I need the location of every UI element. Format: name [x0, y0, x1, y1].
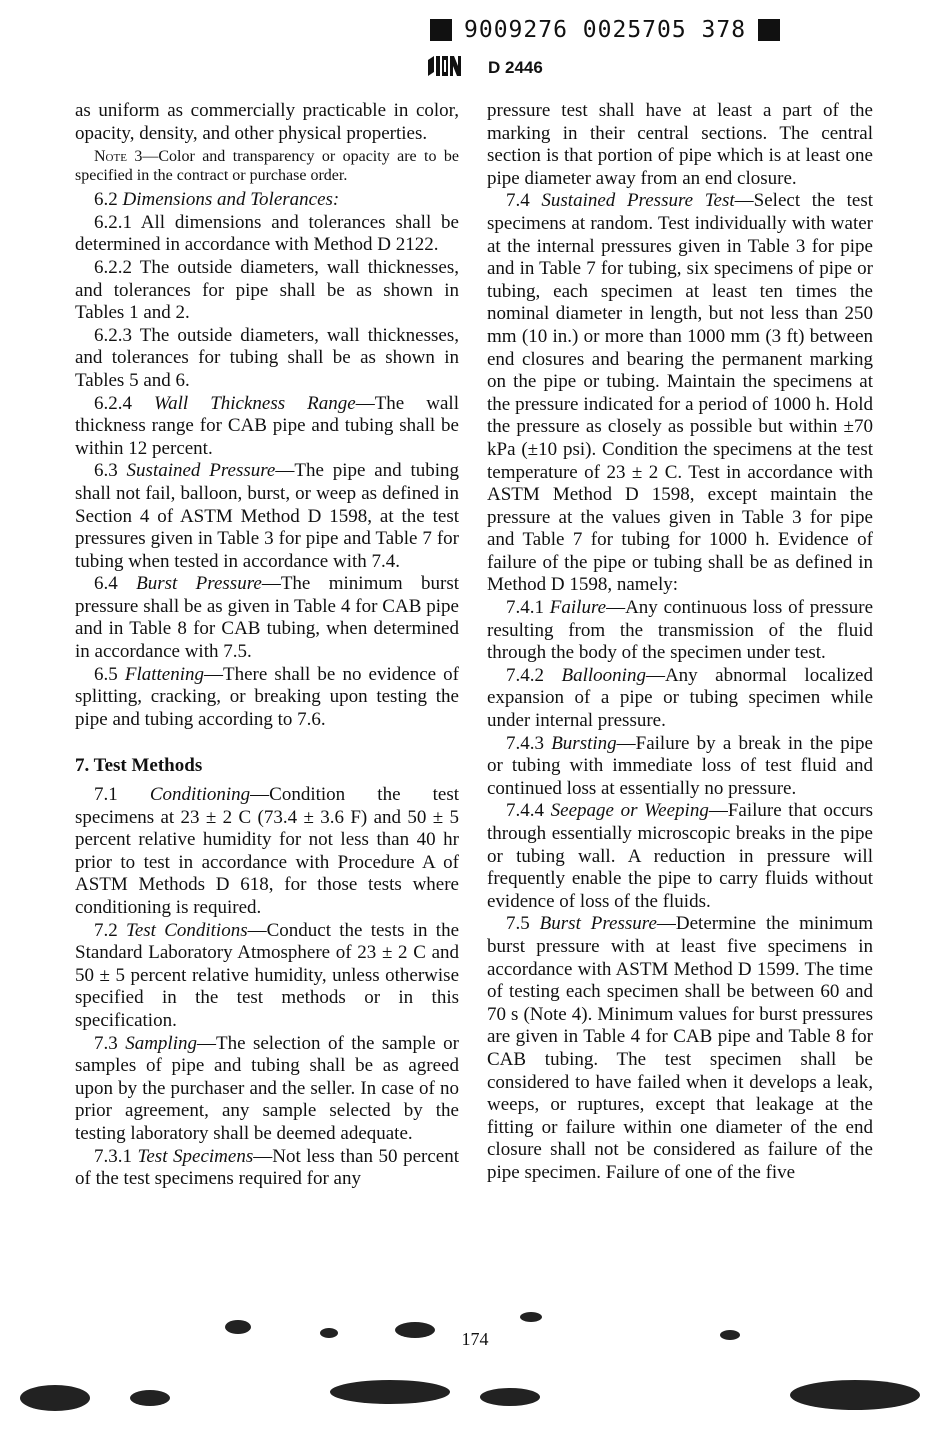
right-column [487, 100, 873, 1185]
note-3 [75, 147, 459, 185]
section-6-2-4 [75, 393, 459, 461]
section-7-5 [487, 913, 873, 1184]
section-7-4-1 [487, 597, 873, 665]
section-number: 7.4 [506, 190, 542, 212]
section-text: —Select the test specimens at random. Test individually with water at the internal pressures given in Table 3 for pipe and in Table 7 for tubing, six specimens of pipe or tubing, each specimen at least ten times the nominal diameter in length, but not less than 250 mm (10 in.) or more than 1000 mm (3 ft) between end closures and bearing the permanent marking on the pipe or tubing. Maintain the specimens at the pressure indicated for a period of 1000 h. Hold the pressure as closely as possible but within ±70 kPa (±10 psi). Condition the specimens at the test temperature of 23 ± 2 C. Test in accordance with ASTM Method D 1598, except maintain the pressure at the values given in Table 3 for pipe and Table 7 for tubing for 1000 h. Evidence of failure of the pipe or tubing shall be as defined in Method D 1598, namely: [487, 190, 873, 596]
left-column [75, 100, 459, 1191]
section-title: Sustained Pressure [126, 460, 276, 482]
scan-speck [320, 1328, 338, 1338]
note-label: Note [94, 148, 127, 166]
section-number: 7.5 [506, 913, 540, 935]
page-header [0, 0, 950, 100]
section-7-2 [75, 920, 459, 1033]
heading-test-methods: 7. Test Methods [75, 755, 203, 777]
section-7-4-2 [487, 665, 873, 733]
scan-speck [790, 1380, 920, 1410]
section-6-2-2: 6.2.2 The outside diameters, wall thicknesses, and tolerances for pipe shall be as shown in Tables 1 and 2. [75, 256, 459, 324]
scan-speck [130, 1390, 170, 1406]
section-text: —Conduct the tests in the Standard Laboratory Atmosphere of 23 ± 2 C and 50 ± 5 percent relative humidity, unless otherwise specified in the test methods or in this specification. [75, 919, 459, 1031]
section-number: 7.4.2 [506, 664, 562, 686]
section-title: Bursting [551, 732, 617, 754]
section-title: Sampling [125, 1032, 197, 1054]
astm-logo-icon [424, 54, 464, 84]
section-title: Conditioning [149, 784, 251, 806]
section-number: 7.3 [94, 1032, 126, 1054]
section-6-3 [75, 460, 459, 573]
section-title: Seepage or Weeping [550, 800, 709, 822]
section-title: Sustained Pressure Test [541, 190, 735, 212]
section-text: —Determine the minimum burst pressure with at least five specimens in accordance with ASTM Method D 1599. The time of testing each specimen shall be between 60 and 70 s (Note 4). Minimum values for burst pressures are given in Table 4 for CAB pipe and Table 8 for CAB tubing. The test specimen shall be considered to have failed when it develops a leak, weeps, or ruptures, except that leakage at the fitting or failure within one diameter of the end closure shall not be considered as failure of the pipe specimen. Failure of one of the five [487, 913, 874, 1183]
section-number: 6.2.4 [94, 392, 155, 414]
section-6-2-1: 6.2.1 All dimensions and tolerances shall be determined in accordance with Method D 2122. [75, 211, 459, 256]
section-text: —Failure by a break in the pipe or tubing with immediate loss of test fluid and continued loss at essentially no pressure. [487, 732, 873, 799]
scan-speck [395, 1322, 435, 1338]
section-7-4-3 [487, 733, 873, 801]
barcode [430, 14, 780, 46]
section-number: 6.3 [94, 460, 127, 482]
section-text: —The selection of the sample or samples of pipe and tubing shall be as agreed upon by the purchaser and the seller. In case of no prior agreement, any sample selected by the testing laboratory shall be deemed adequate. [75, 1032, 459, 1144]
barcode-block-right [758, 19, 780, 41]
section-title: Dimensions and Tolerances: [122, 189, 340, 211]
page-number: 174 [461, 1329, 489, 1349]
section-number: 7.1 [94, 784, 150, 806]
section-7-3 [75, 1033, 459, 1146]
section-7-4-4 [487, 800, 873, 913]
section-text: —Any abnormal localized expansion of a pipe or tubing specimen while under internal pressure. [487, 664, 873, 732]
section-number: 7.4.3 [506, 732, 552, 754]
barcode-block-left [430, 19, 452, 41]
section-6-5 [75, 664, 459, 732]
section-7-4 [487, 190, 873, 597]
section-6-2-3: 6.2.3 The outside diameters, wall thicknesses, and tolerances for tubing shall be as shown in Tables 5 and 6. [75, 324, 459, 391]
section-text: —The minimum burst pressure shall be as given in Table 4 for CAB pipe and in Table 8 for CAB tubing, when determined in accordance with 7.5. [75, 573, 459, 663]
scan-speck [520, 1312, 542, 1322]
note-text: 3—Color and transparency or opacity are to be specified in the contract or purchase order. [75, 148, 459, 185]
section-title: Test Conditions [126, 919, 248, 941]
section-7-3-1 [75, 1146, 459, 1191]
section-text: —The wall thickness range for CAB pipe and tubing shall be within 12 percent. [75, 392, 459, 459]
section-number: 6.5 [94, 663, 125, 685]
section-number: 7.2 [94, 919, 127, 941]
section-text: —Any continuous loss of pressure resulting from the transmission of the fluid through the body of the specimen under test. [487, 597, 873, 664]
section-number: 6.4 [94, 573, 137, 595]
scan-speck [225, 1320, 251, 1334]
paragraph-6-1-cont: as uniform as commercially practicable in color, opacity, density, and other physical properties. [75, 100, 459, 144]
section-number: 6.2 [94, 189, 123, 211]
scan-speck [480, 1388, 540, 1406]
section-number: 7.4.1 [506, 597, 550, 619]
section-7-1 [75, 784, 459, 920]
section-title: Burst Pressure [539, 913, 657, 935]
section-text: —Condition the test specimens at 23 ± 2 C (73.4 ± 3.6 F) and 50 ± 5 percent relative humidity for not less than 40 hr prior to test in accordance with Procedure A of ASTM Methods D 618, for those tests where conditioning is required. [75, 784, 460, 918]
section-title: Burst Pressure [136, 573, 262, 595]
paragraph-7-3-1-cont: pressure test shall have at least a part of the marking in their central sections. The central section is that portion of pipe which is at least one pipe diameter away from an end closure. [487, 100, 873, 189]
section-title: Failure [549, 597, 607, 619]
section-6-2 [75, 189, 459, 212]
section-title: Ballooning [561, 664, 646, 686]
section-text: —There shall be no evidence of splitting, cracking, or breaking upon testing the pipe and tubing according to 7.6. [75, 663, 459, 730]
section-number: 7.3.1 [94, 1145, 138, 1167]
section-number: 7.4.4 [506, 800, 551, 822]
scan-speck [330, 1380, 450, 1404]
section-text: —Not less than 50 percent of the test specimens required for any [75, 1145, 460, 1190]
designation: D 2446 [488, 58, 543, 77]
section-text: —The pipe and tubing shall not fail, balloon, burst, or weep as defined in Section 4 of ASTM Method D 1598, at the test pressures given in Table 3 for pipe and Table 7 for tubing when tested in accordance with 7.4. [75, 460, 459, 572]
section-title: Wall Thickness Range [154, 392, 356, 414]
scan-speck [720, 1330, 740, 1340]
section-text: —Failure that occurs through essentially microscopic breaks in the pipe or tubing wall. A reduction in pressure will frequently enable the pipe to carry fluids without evidence of loss of the fluids. [487, 800, 874, 912]
section-title: Flattening [124, 663, 205, 685]
scan-speck [20, 1385, 90, 1411]
section-6-4 [75, 573, 459, 663]
barcode-text: 9009276 0025705 378 [464, 17, 747, 43]
section-title: Test Specimens [137, 1145, 254, 1167]
